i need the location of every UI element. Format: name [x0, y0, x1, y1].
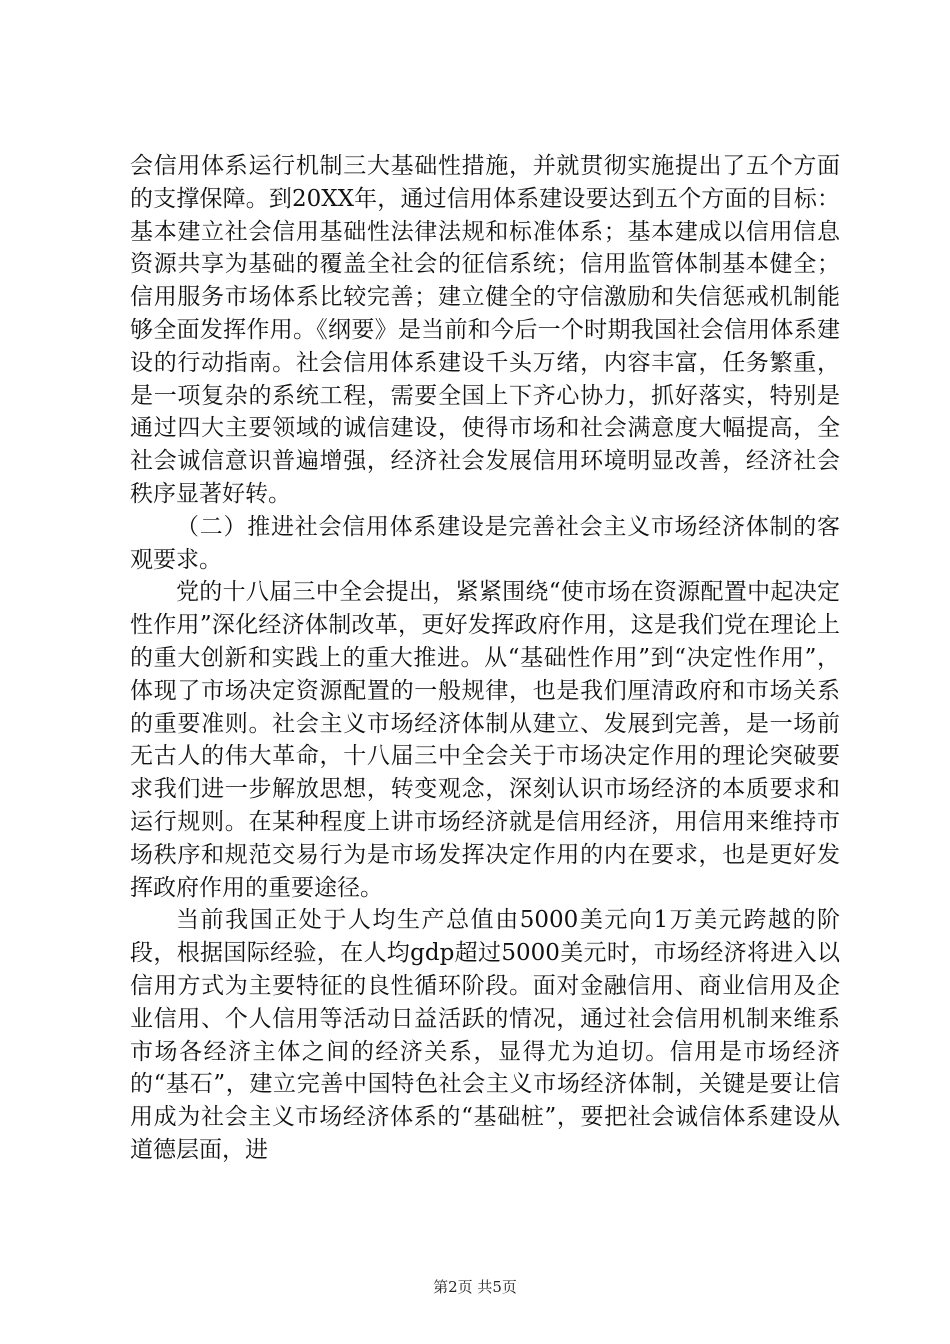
page-footer: 第2页 共5页 [433, 1278, 517, 1296]
section-heading: （二）推进社会信用体系建设是完善社会主义市场经济体制的客观要求。 [130, 513, 840, 573]
body-text [130, 150, 840, 1167]
paragraph: 当前我国正处于人均生产总值由5000美元向1万美元跨越的阶段，根据国际经验，在人均gdp超过5000美元时，市场经济将进入以信用方式为主要特征的良性循环阶段。面对金融信用、商业信用及企业信用、个人信用等活动日益活跃的情况，通过社会信用机制来维系市场各经济主体之间的经济关系，显得尤为迫切。信用是市场经济的“基石”，建立完善中国特色社会主义市场经济体制，关键是要让信用成为社会主义市场经济体系的“基础桩”，要把社会诚信体系建设从道德层面，进 [130, 907, 840, 1163]
paragraph: 党的十八届三中全会提出，紧紧围绕“使市场在资源配置中起决定性作用”深化经济体制改革，更好发挥政府作用，这是我们党在理论上的重大创新和实践上的重大推进。从“基础性作用”到“决定性作用”，体现了市场决定资源配置的一般规律，也是我们厘清政府和市场关系的重要准则。社会主义市场经济体制从建立、发展到完善，是一场前无古人的伟大革命，十八届三中全会关于市场决定作用的理论突破要求我们进一步解放思想，转变观念，深刻认识市场经济的本质要求和运行规则。在某种程度上讲市场经济就是信用经济，用信用来维持市场秩序和规范交易行为是市场发挥决定作用的内在要求，也是更好发挥政府作用的重要途径。 [130, 579, 840, 901]
paragraph-continued: 会信用体系运行机制三大基础性措施，并就贯彻实施提出了五个方面的支撑保障。到20XX年，通过信用体系建设要达到五个方面的目标：基本建立社会信用基础性法律法规和标准体系；基本建成以信用信息资源共享为基础的覆盖全社会的征信系统；信用监管体制基本健全；信用服务市场体系比较完善；建立健全的守信激励和失信惩戒机制能够全面发挥作用。《纲要》是当前和今后一个时期我国社会信用体系建设的行动指南。社会信用体系建设千头万绪，内容丰富，任务繁重，是一项复杂的系统工程，需要全国上下齐心协力，抓好落实，特别是通过四大主要领域的诚信建设，使得市场和社会满意度大幅提高，全社会诚信意识普遍增强，经济社会发展信用环境明显改善，经济社会秩序显著好转。 [130, 153, 840, 507]
